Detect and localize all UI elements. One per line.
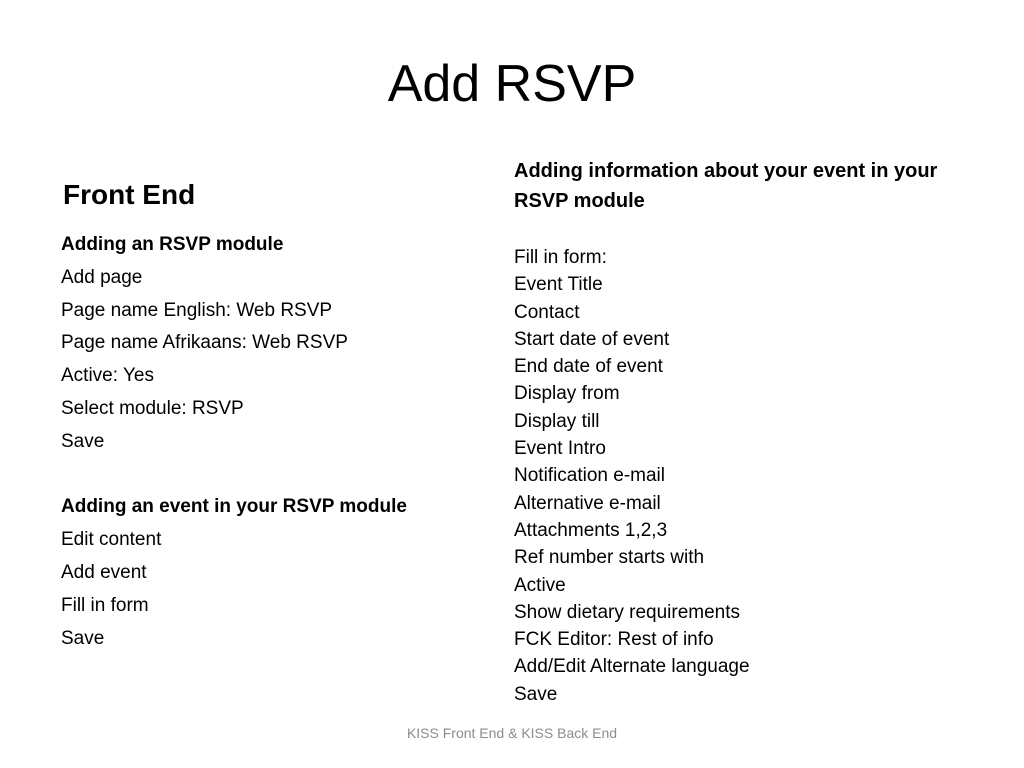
right-column [514,156,974,708]
list-item: Edit content [61,529,162,551]
list-item: End date of event [514,356,663,378]
list-item: Active: Yes [61,365,154,387]
section-heading: Adding an RSVP module [61,234,284,255]
left-column-heading: Front End [63,179,196,210]
list-item: Ref number starts with [514,547,705,569]
list-item: Save [514,683,558,705]
right-column-heading: Adding information about your event in your RSVP module [514,160,938,212]
list-item: Attachments 1,2,3 [514,519,668,541]
list-item: Event Title [514,274,603,296]
left-column [61,175,481,655]
list-item: Event Intro [514,438,606,460]
list-spacer [61,459,481,492]
list-item: Add/Edit Alternate language [514,656,750,678]
list-item: Start date of event [514,328,670,350]
slide-footer: KISS Front End & KISS Back End [406,725,618,741]
list-item: Page name Afrikaans: Web RSVP [61,332,348,354]
list-item: Select module: RSVP [61,397,244,419]
slide-title: Add RSVP [387,55,637,113]
list-item: Save [61,430,105,452]
list-item: FCK Editor: Rest of info [514,629,714,651]
list-item: Fill in form: [514,247,607,268]
list-item: Add page [61,266,143,288]
list-item: Save [61,627,105,649]
list-item: Add event [61,561,147,583]
list-item: Show dietary requirements [514,601,740,623]
list-item: Alternative e-mail [514,492,661,514]
list-item: Notification e-mail [514,465,665,487]
right-column-list [514,244,974,708]
list-item: Page name English: Web RSVP [61,299,333,321]
list-item: Active [514,574,566,596]
section-heading: Adding an event in your RSVP module [61,496,407,518]
left-column-list [61,229,481,655]
list-item: Display till [514,410,600,432]
list-item: Contact [514,301,580,323]
list-item: Display from [514,383,620,405]
list-item: Fill in form [61,594,149,616]
